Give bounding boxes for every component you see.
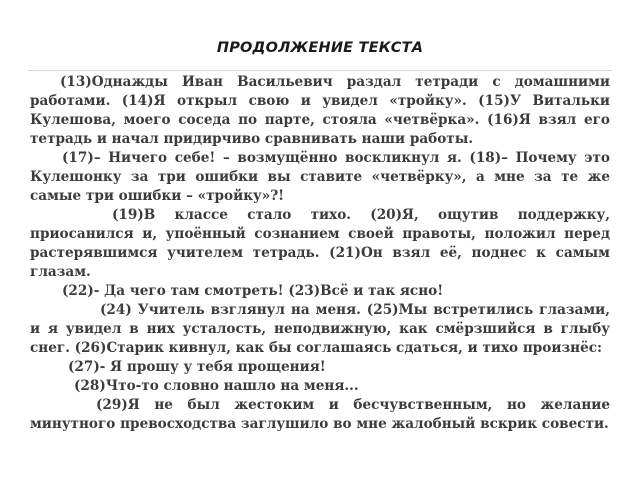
paragraph-17-18: (17)– Ничего себе! – возмущённо воскликнул я. (18)– Почему это Кулешонку за три ошибки вы ставите «четвёрку», а мне за те же самые три ошибки – «тройку»?!	[30, 150, 610, 204]
paragraph-24-26: (24) Учитель взглянул на меня. (25)Мы встретились глазами, и я увидел в них усталость, неподвижную, как смёрзшийся в глыбу снег. (26)Старик кивнул, как бы соглашаясь сдаться, и тихо произнёс:	[30, 302, 610, 356]
paragraph-28: (28)Что-то словно нашло на меня...	[74, 378, 359, 394]
text-body	[30, 73, 610, 434]
paragraph-13-16: (13)Однажды Иван Васильевич раздал тетради с домашними работами. (14)Я открыл свою и увидел «тройку». (15)У Витальки Кулешова, моего соседа по парте, стояла «четвёрка». (16)Я взял его тетрадь и начал придирчиво сравнивать наши работы.	[30, 74, 610, 147]
paragraph-29: (29)Я не был жестоким и бесчувственным, но желание минутного превосходства заглушило во мне жалобный вскрик совести.	[30, 397, 610, 432]
page-title: ПРОДОЛЖЕНИЕ ТЕКСТА	[216, 40, 424, 56]
divider	[28, 70, 612, 71]
paragraph-22-23: (22)- Да чего там смотреть! (23)Всё и так ясно!	[62, 283, 444, 299]
paragraph-27: (27)- Я прошу у тебя прощения!	[68, 359, 326, 375]
paragraph-19-21: (19)В классе стало тихо. (20)Я, ощутив поддержку, приосанился и, упоённый сознанием своей правоты, положил перед растерявшимся учителем тетрадь. (21)Он взял её, поднес к самым глазам.	[30, 207, 610, 280]
